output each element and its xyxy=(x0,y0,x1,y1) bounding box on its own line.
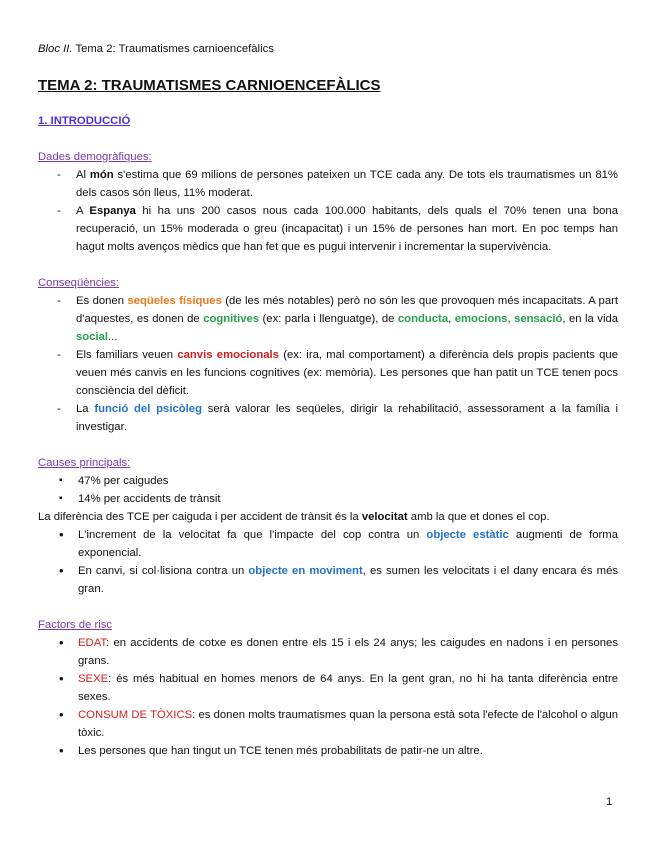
list-item: ▪ 14% per accidents de trànsit xyxy=(38,490,618,508)
list-item: • SEXE: és més habitual en homes menors de 64 anys. En la gent gran, no hi ha tanta diferència entre sexes. xyxy=(38,670,618,706)
list-item: • Les persones que han tingut un TCE tenen més probabilitats de patir-ne un altre. xyxy=(38,742,618,760)
causes-paragraph: La diferència des TCE per caiguda i per accident de trànsit és la velocitat amb la que et dones el cop. xyxy=(38,511,550,523)
list-item: • En canvi, si col·lisiona contra un objecte en moviment, es sumen les velocitats i el dany encara és més gran. xyxy=(38,562,618,598)
list-item: ▪ 47% per caigudes xyxy=(38,472,618,490)
list-item: • CONSUM DE TÒXICS: es donen molts traumatismes quan la persona està sota l'efecte de l'alcohol o algun tòxic. xyxy=(38,706,618,742)
running-header xyxy=(38,40,618,58)
list-item: - A Espanya hi ha uns 200 casos nous cada 100.000 habitants, dels quals el 70% tenen una bona recuperació, un 15% moderada o greu (incapacitat) i un 15% de persones han mort. En poc temps han hagut molts avenços mèdics que han fet que es pugui intervenir i incrementar la supervivència. xyxy=(38,202,618,256)
page-title: TEMA 2: TRAUMATISMES CARNIOENCEFÀLICS xyxy=(38,77,381,94)
velocity-list xyxy=(38,526,618,598)
subheading-factors xyxy=(38,616,618,634)
section-heading-introduccio: 1. INTRODUCCIÓ xyxy=(38,115,131,127)
subheading-dades: Dades demogràfiques: xyxy=(38,151,152,163)
subheading-consequencies-text: Conseqüències xyxy=(38,277,116,289)
subheading-factors-text: Factors de risc xyxy=(38,619,113,631)
list-item: - Els familiars veuen canvis emocionals (ex: ira, mal comportament) a diferència dels propis pacients que veuen més canvis en les funcions cognitives (ex: memòria). Les persones que han patit un TCE tenen pocs consciència del dèficit. xyxy=(38,346,618,400)
header-tema: Tema 2: Traumatismes carnioencefàlics xyxy=(75,43,274,55)
dades-list xyxy=(38,166,618,256)
list-item: • L'increment de la velocitat fa que l'impacte del cop contra un objecte estàtic augmenti de forma exponencial. xyxy=(38,526,618,562)
subheading-causes: Causes principals: xyxy=(38,457,131,469)
subheading-dades-text: Dades demogràfiques xyxy=(38,151,149,163)
causes-list xyxy=(38,472,618,508)
factors-list xyxy=(38,634,618,760)
consequencies-list xyxy=(38,292,618,436)
document-page xyxy=(38,40,618,760)
subheading-consequencies: Conseqüències: xyxy=(38,277,120,289)
subheading-causes-text: Causes principals xyxy=(38,457,128,469)
list-item: - La funció del psicòleg serà valorar les seqüeles, dirigir la rehabilitació, assessorament a la família i investigar. xyxy=(38,400,618,436)
page-number: 1 xyxy=(606,796,613,808)
header-bloc: Bloc II. xyxy=(38,43,73,55)
list-item: • EDAT: en accidents de cotxe es donen entre els 15 i els 24 anys; les caigudes en nadons i en persones grans. xyxy=(38,634,618,670)
list-item: - Es donen seqüeles físiques (de les més notables) però no són les que provoquen més incapacitats. A part d'aquestes, es donen de cognitives (ex: parla i llenguatge), de conducta, emocions, sensació, en la vida social... xyxy=(38,292,618,346)
list-item: - Al món s'estima que 69 milions de persones pateixen un TCE cada any. De tots els traumatismes un 81% dels casos són lleus, 11% moderat. xyxy=(38,166,618,202)
